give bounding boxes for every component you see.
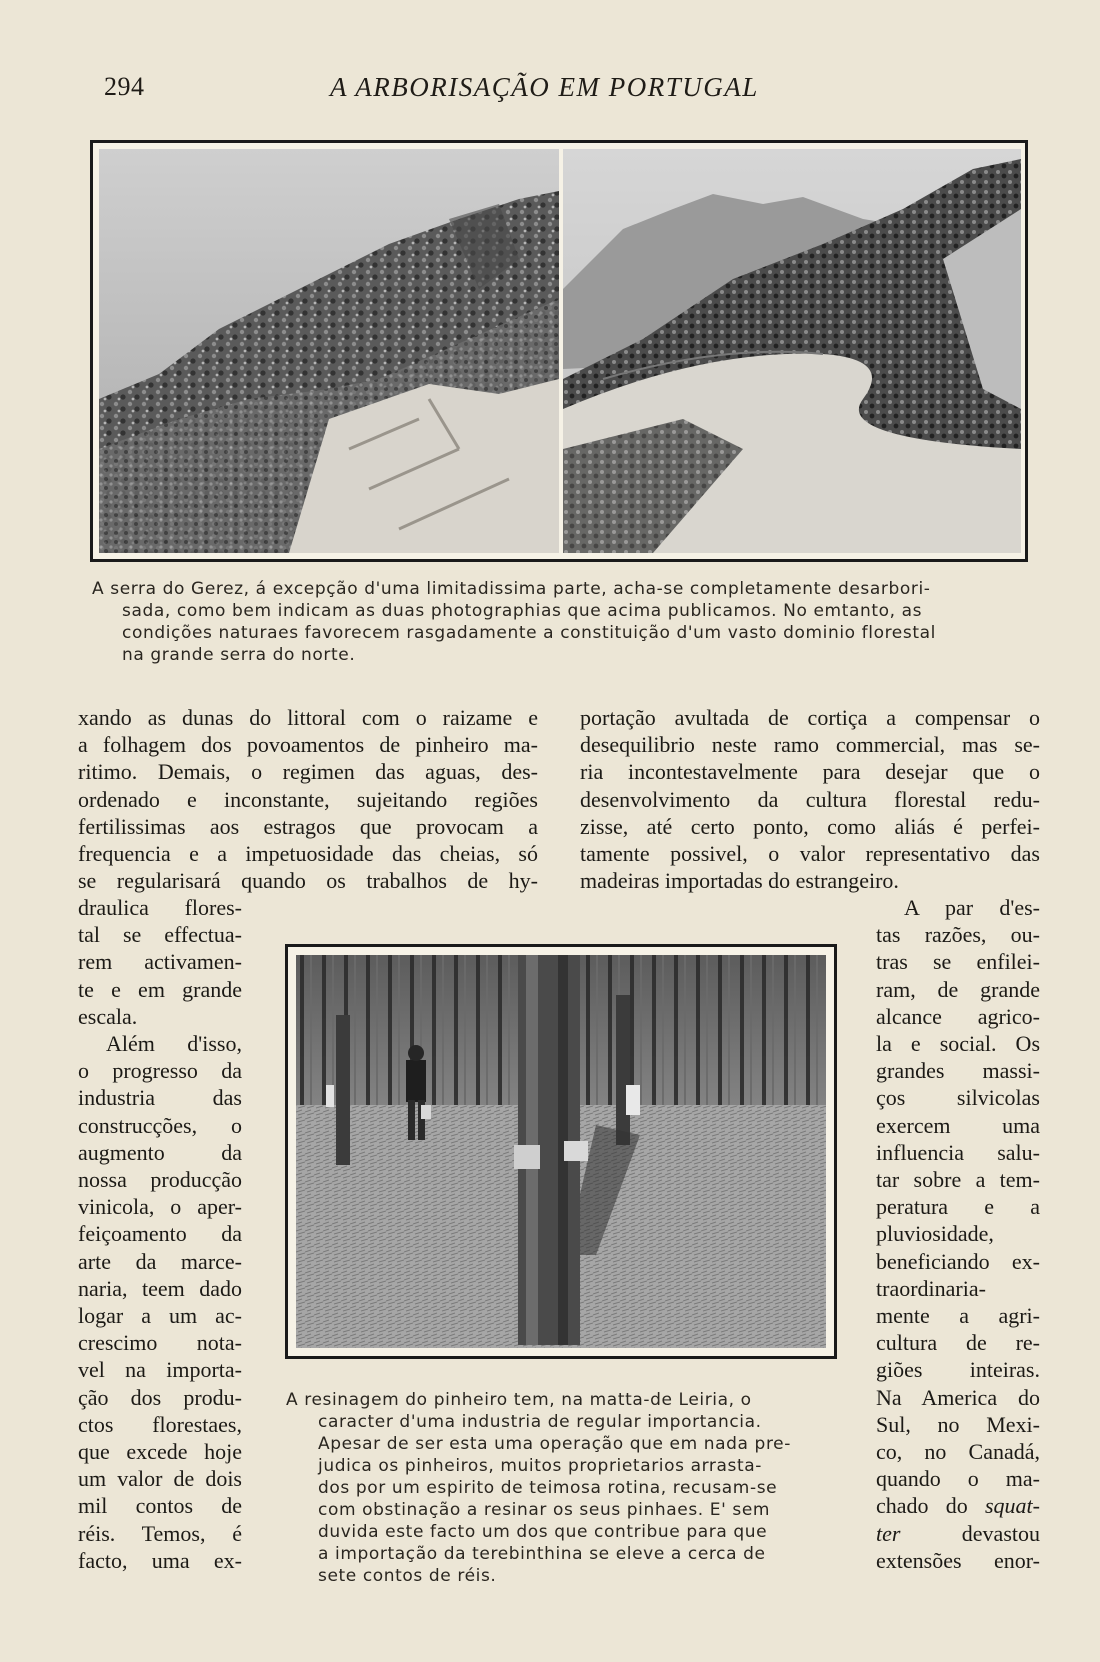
text-line: quando o ma- [876, 1466, 1040, 1492]
text-line: la e social. Os [876, 1031, 1040, 1057]
text-line: facto, uma ex- [78, 1547, 242, 1573]
text-line: peratura e a [876, 1194, 1040, 1220]
caption-line: na grande serra do norte. [122, 645, 356, 665]
text-line [876, 1520, 1040, 1547]
mountain-road-photo [563, 149, 1021, 553]
text-line: madeiras importadas do estrangeiro. [580, 868, 899, 894]
caption-line: A serra do Gerez, á excepção d'uma limitadissima parte, acha-se completamente desarbori- [92, 579, 931, 599]
text-line: rem activamen- [78, 949, 242, 975]
text-line: exercem uma [876, 1112, 1040, 1138]
text-line: a folhagem dos povoamentos de pinheiro ma- [78, 732, 538, 758]
text-line: fertilissimas aos estragos que provocam a [78, 813, 538, 839]
text-line: xando as dunas do littoral com o raizame e [78, 705, 538, 730]
text-line: pluviosidade, [876, 1221, 994, 1247]
text-line: tar sobre a tem- [876, 1167, 1040, 1193]
text-line: extensões enor- [876, 1547, 1040, 1573]
text-line: augmento da [78, 1139, 242, 1165]
caption-top-photos [92, 578, 1032, 666]
body-left-column-narrow [78, 894, 242, 1574]
text-line: desequilibrio neste ramo commercial, mas se- [580, 732, 1040, 758]
text-line: nossa producção [78, 1167, 242, 1193]
text-line: portação avultada de cortiça a compensar o [580, 705, 1040, 730]
text-line: vel na importa- [78, 1357, 242, 1383]
caption-line: A resinagem do pinheiro tem, na matta-de Leiria, o [286, 1390, 752, 1410]
text-line: A par d'es- [904, 895, 1040, 920]
body-right-column-top [580, 704, 1040, 894]
text-line: se regularisará quando os trabalhos de hy- [78, 868, 538, 894]
text-line: um valor de dois [78, 1466, 242, 1492]
italic-word: squat- [985, 1493, 1040, 1519]
caption-line: condições naturaes favorecem rasgadamente a constituição d'um vasto dominio florestal [122, 623, 936, 643]
text-line: giões inteiras. [876, 1357, 1040, 1383]
body-left-column-top [78, 704, 538, 894]
caption-line: dos por um espirito de teimosa rotina, recusam-se [318, 1478, 778, 1498]
text-line [876, 1492, 1040, 1519]
page-number: 294 [104, 72, 145, 101]
caption-line: duvida este facto um dos que contribue para que [318, 1522, 768, 1542]
text-line: arte da marce- [78, 1248, 242, 1274]
text-line: crescimo nota- [78, 1330, 242, 1356]
text-line: Sul, no Mexi- [876, 1411, 1040, 1437]
caption-line: a importação da terebinthina se eleve a cerca de [318, 1544, 766, 1564]
text-line: Além d'isso, [106, 1031, 242, 1057]
top-photo-frame [90, 140, 1028, 562]
text-line: ria incontestavelmente para desejar que o [580, 759, 1040, 785]
text-line: te e em grande [78, 976, 242, 1002]
pine-forest-photo [296, 955, 826, 1348]
text-line: vinicola, o aper- [78, 1194, 242, 1220]
text-line: desenvolvimento da cultura florestal redu- [580, 786, 1040, 812]
caption-line: sete contos de réis. [318, 1566, 497, 1586]
text-fragment: chado do [876, 1493, 985, 1519]
caption-pines-photo [286, 1389, 834, 1587]
text-line: tamente possivel, o valor representativo das [580, 841, 1040, 867]
text-line: tal se effectua- [78, 922, 242, 948]
text-line: influencia salu- [876, 1139, 1040, 1165]
text-line: naria, teem dado [78, 1275, 242, 1301]
pines-photo-frame [285, 944, 837, 1359]
text-line: co, no Canadá, [876, 1439, 1040, 1465]
text-line: zisse, até certo ponto, como aliás é perfei- [580, 813, 1040, 839]
text-fragment: devastou [900, 1520, 1040, 1546]
text-line: réis. Temos, é [78, 1520, 242, 1546]
text-line: tras se enfilei- [876, 949, 1040, 975]
text-line: que excede hoje [78, 1439, 242, 1465]
text-line: traordinaria- [876, 1275, 986, 1301]
text-line: tas razões, ou- [876, 922, 1040, 948]
body-right-column-narrow [876, 894, 1040, 1574]
text-line: logar a um ac- [78, 1303, 242, 1329]
caption-line: com obstinação a resinar os seus pinhaes. E' sem [318, 1500, 771, 1520]
text-line: draulica flores- [78, 895, 242, 920]
text-line: beneficiando ex- [876, 1248, 1040, 1274]
italic-word: ter [876, 1520, 901, 1546]
caption-line: Apesar de ser esta uma operação que em nada pre- [318, 1434, 791, 1454]
mountain-slope-photo [99, 149, 559, 553]
text-line: frequencia e a impetuosidade das cheias, só [78, 841, 538, 867]
text-line: feiçoamento da [78, 1221, 242, 1247]
text-line: construcções, o [78, 1112, 242, 1138]
running-title: A ARBORISAÇÃO EM PORTUGAL [330, 72, 759, 102]
text-line: ordenado e inconstante, sujeitando regiões [78, 786, 538, 812]
text-line: ritimo. Demais, o regimen das aguas, des- [78, 759, 538, 785]
text-line: mente a agri- [876, 1303, 1040, 1329]
text-line: Na America do [876, 1384, 1040, 1410]
text-line: cultura de re- [876, 1330, 1040, 1356]
text-line: ços silvicolas [876, 1085, 1040, 1111]
text-line: mil contos de [78, 1493, 242, 1519]
caption-line: sada, como bem indicam as duas photographias que acima publicamos. No emtanto, as [122, 601, 923, 621]
text-line: ção dos produ- [78, 1384, 242, 1410]
text-line: escala. [78, 1003, 138, 1029]
caption-line: judica os pinheiros, muitos proprietarios arrasta- [318, 1456, 762, 1476]
text-line: o progresso da [78, 1058, 242, 1084]
text-line: ctos florestaes, [78, 1411, 242, 1437]
text-line: industria das [78, 1085, 242, 1111]
text-line: alcance agrico- [876, 1003, 1040, 1029]
text-line: ram, de grande [876, 976, 1040, 1002]
caption-line: caracter d'uma industria de regular importancia. [318, 1412, 762, 1432]
text-line: grandes massi- [876, 1058, 1040, 1084]
